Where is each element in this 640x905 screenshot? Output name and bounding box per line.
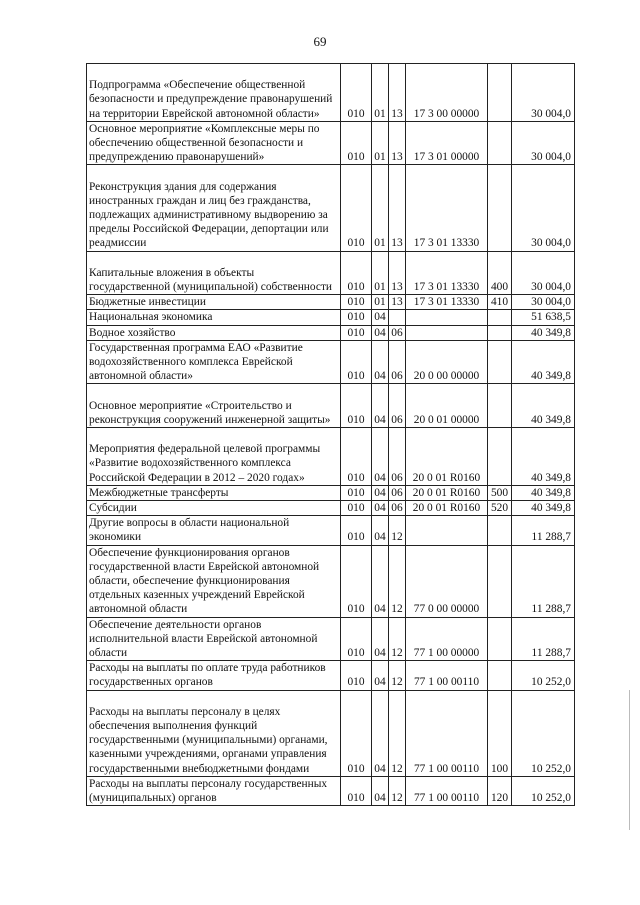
expense-type-code [488, 310, 512, 325]
amount: 30 004,0 [512, 121, 575, 165]
expense-type-code [488, 384, 512, 428]
subsection-code: 12 [389, 661, 406, 690]
section-code: 04 [372, 661, 389, 690]
expense-type-code [488, 121, 512, 165]
page-number: 69 [313, 34, 327, 49]
table-row [87, 295, 575, 310]
subsection-code [389, 310, 406, 325]
expense-type-code [488, 661, 512, 690]
table-body [87, 64, 575, 806]
target-article-code [406, 325, 488, 340]
amount: 10 252,0 [512, 661, 575, 690]
ministry-code: 010 [341, 617, 372, 661]
ministry-code: 010 [341, 340, 372, 384]
expense-type-code: 500 [488, 485, 512, 500]
table-row [87, 545, 575, 617]
amount: 10 252,0 [512, 690, 575, 776]
row-name: Основное мероприятие «Строительство и реконструкция сооружений инженерной защиты» [87, 384, 341, 428]
target-article-code: 20 0 01 00000 [406, 384, 488, 428]
table-row [87, 310, 575, 325]
row-name: Реконструкция здания для содержания иностранных граждан и лиц без гражданства, подлежащих административному выдворению за пределы Российской Федерации, депортации или реадмиссии [87, 165, 341, 251]
section-code: 01 [372, 165, 389, 251]
subsection-code: 06 [389, 325, 406, 340]
subsection-code: 13 [389, 295, 406, 310]
target-article-code: 20 0 01 R0160 [406, 485, 488, 500]
target-article-code: 77 1 00 00110 [406, 690, 488, 776]
amount: 11 288,7 [512, 545, 575, 617]
expense-type-code [488, 340, 512, 384]
table-row [87, 64, 575, 122]
ministry-code: 010 [341, 516, 372, 545]
subsection-code: 06 [389, 485, 406, 500]
section-code: 01 [372, 121, 389, 165]
row-name: Расходы на выплаты персоналу государственных (муниципальных) органов [87, 776, 341, 805]
section-code: 04 [372, 485, 389, 500]
expense-type-code [488, 428, 512, 486]
subsection-code: 06 [389, 501, 406, 516]
subsection-code: 12 [389, 545, 406, 617]
table-row [87, 501, 575, 516]
subsection-code: 12 [389, 617, 406, 661]
ministry-code: 010 [341, 310, 372, 325]
amount: 40 349,8 [512, 485, 575, 500]
amount: 11 288,7 [512, 617, 575, 661]
section-code: 01 [372, 251, 389, 295]
row-name: Бюджетные инвестиции [87, 295, 341, 310]
subsection-code: 12 [389, 516, 406, 545]
table-row [87, 165, 575, 251]
section-code: 04 [372, 340, 389, 384]
table-row [87, 251, 575, 295]
target-article-code: 20 0 01 R0160 [406, 501, 488, 516]
amount: 30 004,0 [512, 165, 575, 251]
budget-table [86, 63, 575, 806]
row-name: Субсидии [87, 501, 341, 516]
amount: 40 349,8 [512, 340, 575, 384]
amount: 30 004,0 [512, 64, 575, 122]
expense-type-code [488, 516, 512, 545]
ministry-code: 010 [341, 165, 372, 251]
row-name: Другие вопросы в области национальной экономики [87, 516, 341, 545]
expense-type-code: 100 [488, 690, 512, 776]
ministry-code: 010 [341, 251, 372, 295]
ministry-code: 010 [341, 325, 372, 340]
ministry-code: 010 [341, 501, 372, 516]
section-code: 01 [372, 295, 389, 310]
amount: 30 004,0 [512, 295, 575, 310]
target-article-code [406, 516, 488, 545]
subsection-code: 06 [389, 340, 406, 384]
expense-type-code: 520 [488, 501, 512, 516]
ministry-code: 010 [341, 295, 372, 310]
target-article-code [406, 310, 488, 325]
amount: 10 252,0 [512, 776, 575, 805]
ministry-code: 010 [341, 661, 372, 690]
row-name: Мероприятия федеральной целевой программы «Развитие водохозяйственного комплекса Российской Федерации в 2012 – 2020 годах» [87, 428, 341, 486]
ministry-code: 010 [341, 690, 372, 776]
target-article-code: 77 1 00 00110 [406, 776, 488, 805]
ministry-code: 010 [341, 545, 372, 617]
section-code: 04 [372, 310, 389, 325]
row-name: Национальная экономика [87, 310, 341, 325]
table-row [87, 340, 575, 384]
expense-type-code [488, 617, 512, 661]
row-name: Водное хозяйство [87, 325, 341, 340]
target-article-code: 20 0 01 R0160 [406, 428, 488, 486]
section-code: 01 [372, 64, 389, 122]
table-row [87, 617, 575, 661]
table-row [87, 485, 575, 500]
amount: 40 349,8 [512, 325, 575, 340]
table-row [87, 384, 575, 428]
section-code: 04 [372, 325, 389, 340]
subsection-code: 06 [389, 428, 406, 486]
table-row [87, 121, 575, 165]
section-code: 04 [372, 428, 389, 486]
expense-type-code [488, 325, 512, 340]
ministry-code: 010 [341, 428, 372, 486]
target-article-code: 17 3 00 00000 [406, 64, 488, 122]
ministry-code: 010 [341, 121, 372, 165]
scan-edge-mark [629, 690, 630, 830]
section-code: 04 [372, 545, 389, 617]
target-article-code: 77 1 00 00110 [406, 661, 488, 690]
table-row [87, 516, 575, 545]
subsection-code: 13 [389, 251, 406, 295]
table-row [87, 325, 575, 340]
expense-type-code: 410 [488, 295, 512, 310]
expense-type-code: 120 [488, 776, 512, 805]
ministry-code: 010 [341, 64, 372, 122]
table-row [87, 776, 575, 805]
subsection-code: 13 [389, 121, 406, 165]
subsection-code: 06 [389, 384, 406, 428]
row-name: Обеспечение деятельности органов исполнительной власти Еврейской автономной области [87, 617, 341, 661]
subsection-code: 13 [389, 64, 406, 122]
row-name: Межбюджетные трансферты [87, 485, 341, 500]
section-code: 04 [372, 690, 389, 776]
expense-type-code [488, 64, 512, 122]
amount: 40 349,8 [512, 501, 575, 516]
section-code: 04 [372, 501, 389, 516]
expense-type-code: 400 [488, 251, 512, 295]
target-article-code: 17 3 01 13330 [406, 165, 488, 251]
row-name: Обеспечение функционирования органов государственной власти Еврейской автономной области, обеспечение функционирования отдельных казенных учреждений Еврейской автономной области [87, 545, 341, 617]
section-code: 04 [372, 617, 389, 661]
subsection-code: 12 [389, 690, 406, 776]
ministry-code: 010 [341, 384, 372, 428]
row-name: Государственная программа ЕАО «Развитие водохозяйственного комплекса Еврейской автономной области» [87, 340, 341, 384]
target-article-code: 20 0 00 00000 [406, 340, 488, 384]
table-row [87, 690, 575, 776]
subsection-code: 12 [389, 776, 406, 805]
amount: 40 349,8 [512, 428, 575, 486]
amount: 51 638,5 [512, 310, 575, 325]
table-row [87, 661, 575, 690]
ministry-code: 010 [341, 776, 372, 805]
row-name: Подпрограмма «Обеспечение общественной безопасности и предупреждение правонарушений на территории Еврейской автономной области» [87, 64, 341, 122]
amount: 30 004,0 [512, 251, 575, 295]
row-name: Расходы на выплаты по оплате труда работников государственных органов [87, 661, 341, 690]
row-name: Капитальные вложения в объекты государственной (муниципальной) собственности [87, 251, 341, 295]
row-name: Основное мероприятие «Комплексные меры по обеспечению общественной безопасности и предупреждению правонарушений» [87, 121, 341, 165]
expense-type-code [488, 545, 512, 617]
section-code: 04 [372, 776, 389, 805]
target-article-code: 77 1 00 00000 [406, 617, 488, 661]
table-row [87, 428, 575, 486]
amount: 40 349,8 [512, 384, 575, 428]
ministry-code: 010 [341, 485, 372, 500]
section-code: 04 [372, 384, 389, 428]
target-article-code: 17 3 01 13330 [406, 251, 488, 295]
expense-type-code [488, 165, 512, 251]
target-article-code: 17 3 01 13330 [406, 295, 488, 310]
amount: 11 288,7 [512, 516, 575, 545]
row-name: Расходы на выплаты персоналу в целях обеспечения выполнения функций государственными (муниципальными) органами, казенными учреждениями, органами управления государственными внебюджетными фондами [87, 690, 341, 776]
target-article-code: 17 3 01 00000 [406, 121, 488, 165]
subsection-code: 13 [389, 165, 406, 251]
target-article-code: 77 0 00 00000 [406, 545, 488, 617]
section-code: 04 [372, 516, 389, 545]
